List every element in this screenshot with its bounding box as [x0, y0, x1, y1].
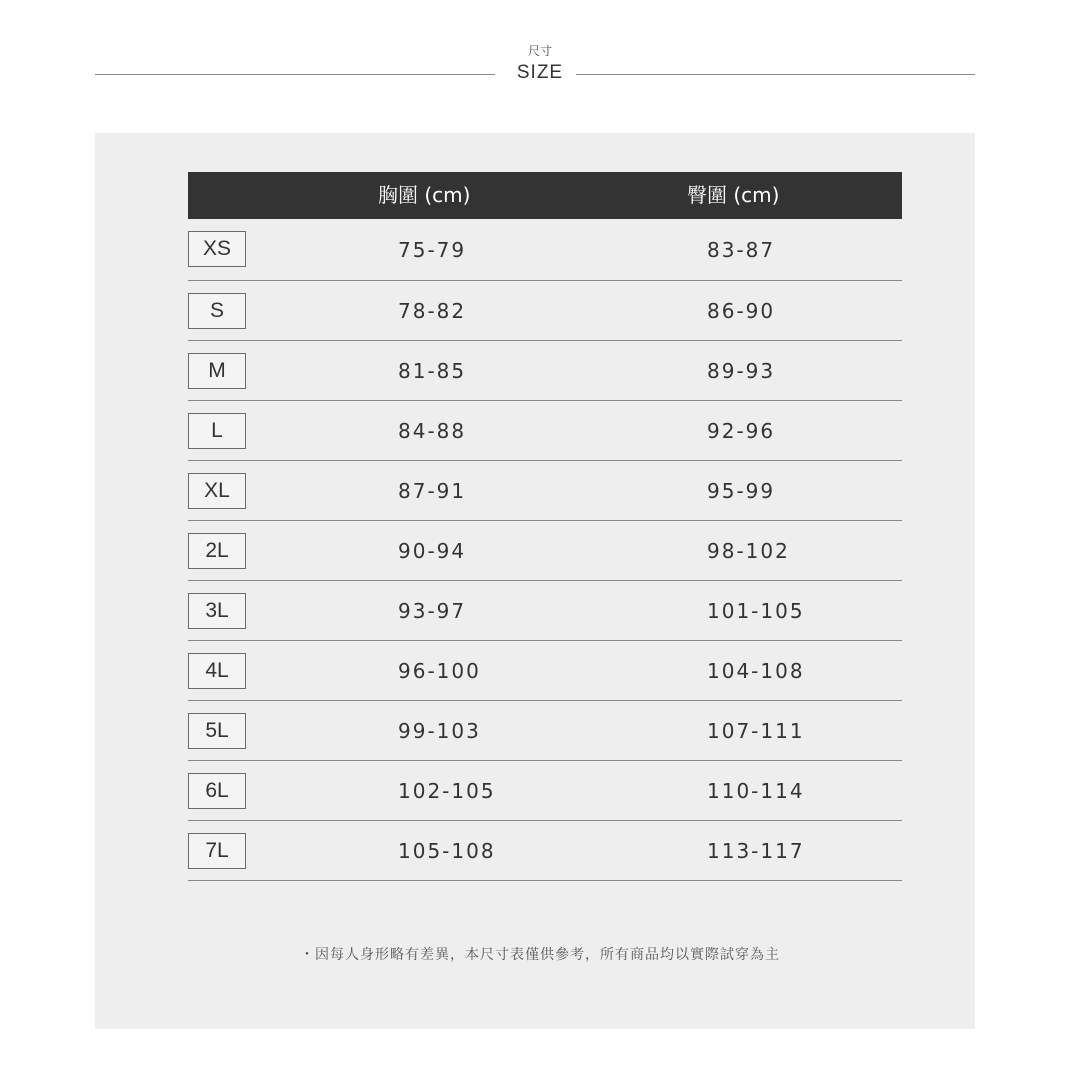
chest-value: 87-91: [398, 479, 467, 503]
table-header: [188, 172, 902, 219]
size-label: 3L: [188, 593, 246, 629]
table-body: [188, 219, 902, 881]
hip-value: 89-93: [707, 359, 776, 383]
header-divider-right: [576, 74, 975, 75]
table-row: [188, 281, 902, 341]
hip-value: 104-108: [707, 659, 805, 683]
size-label: XS: [188, 231, 246, 267]
table-row: [188, 401, 902, 461]
hip-value: 83-87: [707, 238, 776, 262]
size-label: XL: [188, 473, 246, 509]
table-row: [188, 521, 902, 581]
hip-value: 101-105: [707, 599, 805, 623]
chest-value: 102-105: [398, 779, 496, 803]
header-title: SIZE: [516, 62, 564, 83]
table-row: [188, 701, 902, 761]
size-label: 2L: [188, 533, 246, 569]
table-row: [188, 641, 902, 701]
size-label: S: [188, 293, 246, 329]
size-label: 7L: [188, 833, 246, 869]
chest-value: 78-82: [398, 299, 467, 323]
table-row: [188, 341, 902, 401]
size-header: [0, 0, 1080, 100]
hip-value: 95-99: [707, 479, 776, 503]
column-header-hip: 臀圍 (cm): [687, 183, 780, 207]
chest-value: 105-108: [398, 839, 496, 863]
size-label: 6L: [188, 773, 246, 809]
chest-value: 81-85: [398, 359, 467, 383]
size-label: M: [188, 353, 246, 389]
column-header-chest: 胸圍 (cm): [378, 183, 471, 207]
hip-value: 86-90: [707, 299, 776, 323]
disclaimer-note: ・因每人身形略有差異，本尺寸表僅供參考，所有商品均以實際試穿為主: [300, 947, 780, 963]
hip-value: 98-102: [707, 539, 790, 563]
chest-value: 99-103: [398, 719, 481, 743]
hip-value: 92-96: [707, 419, 776, 443]
table-row: [188, 461, 902, 521]
chest-value: 96-100: [398, 659, 481, 683]
size-label: 5L: [188, 713, 246, 749]
table-row: [188, 219, 902, 281]
hip-value: 107-111: [707, 719, 805, 743]
chest-value: 75-79: [398, 238, 467, 262]
chest-value: 90-94: [398, 539, 467, 563]
chest-value: 93-97: [398, 599, 467, 623]
table-row: [188, 761, 902, 821]
hip-value: 110-114: [707, 779, 805, 803]
table-row: [188, 821, 902, 881]
size-label: 4L: [188, 653, 246, 689]
header-subtitle: 尺寸: [527, 44, 552, 58]
size-label: L: [188, 413, 246, 449]
chest-value: 84-88: [398, 419, 467, 443]
table-row: [188, 581, 902, 641]
hip-value: 113-117: [707, 839, 805, 863]
